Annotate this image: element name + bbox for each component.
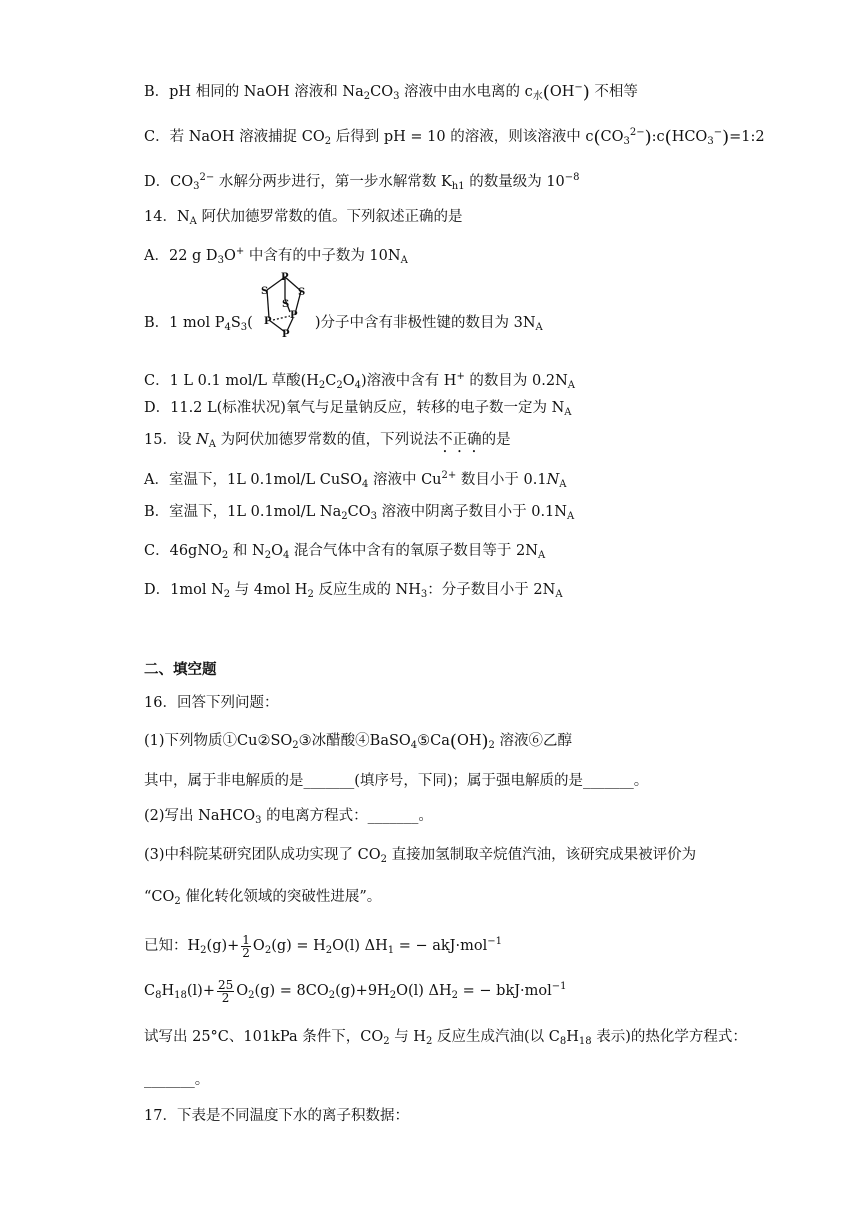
q15-option-a: A．室温下，1L 0.1mol/L CuSO$_4$ 溶液中 $Cu^{2+}$ 数目小于 $0.1N_A$: [144, 470, 567, 490]
q13-option-d: D．$CO_3^{2-}$ 水解分两步进行，第一步水解常数 $K_{h1}$ 的数量级为 $10^{-8}$: [144, 172, 580, 192]
mol-atom-p1: P: [280, 272, 289, 283]
section-heading-fill-in: 二、填空题: [144, 662, 217, 678]
thermo-equation-2: $C_8H_{18}(l)+$ $\frac{25}{2}$ $O_2(g) = 8CO_2(g)+9H_2O(l) \Delta H_2$ = − bkJ·mol$^{-1}$: [144, 977, 567, 1005]
q16-stem: 16．回答下列问题：: [144, 695, 279, 711]
q16-part1: (1)下列物质$①Cu②SO_2③$冰醋酸$④BaSO_4⑤Ca(OH)_2$ 溶液⑥乙醇: [144, 731, 573, 752]
q16-part3: (3)中科院某研究团队成功实现了 $CO_2$ 直接加氢制取辛烷值汽油，该研究成果被评价为: [144, 847, 697, 865]
thermo-equation-1: 已知：$H_2(g)+$ $\frac{1}{2}$ $O_2(g) = H_2O(l) \Delta H_1$ = − akJ·mol$^{-1}$: [144, 932, 502, 960]
mol-atom-p3: P: [263, 316, 272, 327]
mol-atom-s1: S: [260, 286, 269, 297]
q14-option-c: C．1 L 0.1 mol/L 草酸$(H_2C_2O_4)$溶液中含有 H+ 的数目为 $0.2N_A$: [144, 371, 576, 391]
fraction-twentyfive-halves: $\frac{25}{2}$: [217, 977, 234, 1005]
q14-stem: 14．$N_A$ 阿伏加德罗常数的值。下列叙述正确的是: [144, 209, 463, 227]
q15-option-d: D．1mol $N_2$ 与 4mol $H_2$ 反应生成的 $NH_3$：分子数目小于 $2N_A$: [144, 582, 563, 600]
emphasis-not-correct: 不正确: [438, 432, 482, 448]
mol-atom-p2: P: [289, 310, 298, 321]
q13-option-b: B．pH 相同的 NaOH 溶液和 $Na_2CO_3$ 溶液中由水电离的 $c_水(OH^-)$ 不相等: [144, 82, 638, 103]
q17-stem: 17．下表是不同温度下水的离子积数据：: [144, 1108, 409, 1124]
q16-part1-question: 其中，属于非电解质的是_______(填序号，下同)；属于强电解质的是_______。: [144, 773, 649, 789]
q15-stem: 15．设 $N_A$ 为阿伏加德罗常数的值，下列说法不正确的是: [144, 432, 511, 450]
p4s3-molecule-icon: [255, 270, 313, 338]
q14-option-b: B．1 mol $P_4S_3$( P S S S P P P )分子中含有非极性键的数目为 $3N_A$: [144, 272, 543, 338]
mol-atom-s2: S: [297, 287, 306, 298]
mol-atom-s3: S: [281, 299, 290, 310]
q16-part3-cont: “$CO_2$ 催化转化领域的突破性进展”。: [144, 889, 382, 907]
q14-option-d: D．11.2 L(标准状况)氧气与足量钠反应，转移的电子数一定为 $N_A$: [144, 400, 572, 418]
q15-option-b: B．室温下，1L 0.1mol/L $Na_2CO_3$ 溶液中阴离子数目小于 $0.1N_A$: [144, 504, 575, 522]
mol-atom-p4: P: [281, 329, 290, 338]
q15-option-c: C．46gNO$_2$ 和 $N_2O_4$ 混合气体中含有的氧原子数目等于 $2N_A$: [144, 543, 546, 561]
q16-part4-blank: _______。: [144, 1072, 210, 1088]
fraction-one-half: $\frac{1}{2}$: [242, 932, 250, 960]
q14-option-a: A．22 g $D_3O^+$ 中含有的中子数为 $10N_A$: [144, 246, 408, 266]
q16-part4: 试写出 25°C、101kPa 条件下，$CO_2$ 与 $H_2$ 反应生成汽油(以 $C_8H_{18}$ 表示)的热化学方程式：: [144, 1029, 747, 1047]
q16-part2: (2)写出 NaHCO$_3$ 的电离方程式：_______。: [144, 808, 433, 826]
q13-option-c: C．若 NaOH 溶液捕捉 $CO_2$ 后得到 pH = 10 的溶液，则该溶液中 $c(CO_3^{2-}):c(HCO_3^-)=1:2$: [144, 127, 765, 148]
